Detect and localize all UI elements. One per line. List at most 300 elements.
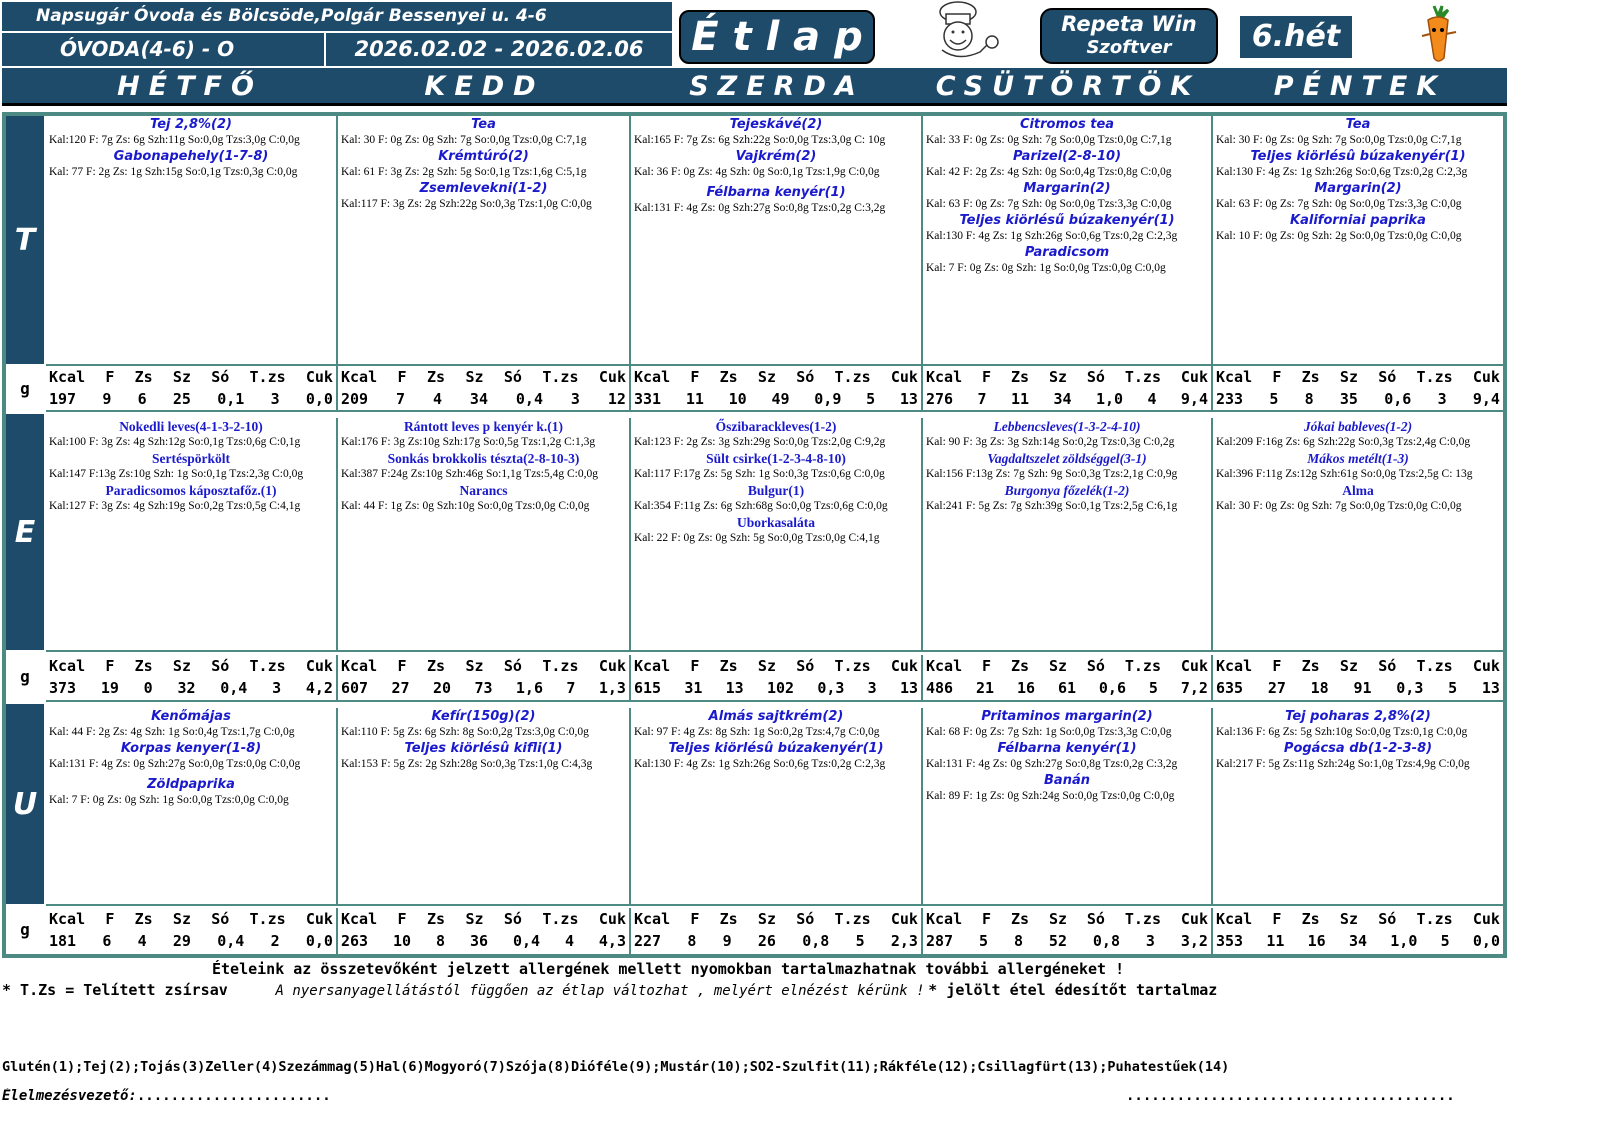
dish-name: Pogácsa db(1-2-3-8) bbox=[1283, 741, 1433, 756]
sum-header: Kcal bbox=[634, 368, 671, 386]
day-pentek: PÉNTEK bbox=[1273, 71, 1447, 102]
dish-nutrition: Kal:131 F: 4g Zs: 0g Szh:27g So:0,0g Tzs:0,0g C:0,0g bbox=[49, 758, 301, 770]
sum-header: Só bbox=[1086, 657, 1105, 675]
dish-name: Zsemlevekni(1-2) bbox=[419, 181, 548, 196]
dish-name: Narancs bbox=[459, 483, 508, 498]
sum-header: Cuk bbox=[890, 368, 918, 386]
sum-cell bbox=[923, 655, 1213, 700]
sum-header: Só bbox=[503, 368, 522, 386]
chef-icon bbox=[918, 0, 1014, 64]
sum-value: 26 bbox=[757, 932, 776, 950]
sum-value: 4 bbox=[137, 932, 147, 950]
sum-value: 3 bbox=[272, 679, 282, 697]
dish-name: Kaliforniai paprika bbox=[1290, 213, 1426, 228]
sum-header: Cuk bbox=[1180, 657, 1208, 675]
sum-value: 5 bbox=[1440, 932, 1450, 950]
sum-header: Kcal bbox=[49, 657, 86, 675]
dish-nutrition: Kal:153 F: 5g Zs: 2g Szh:28g So:0,3g Tzs:1,0g C:4,3g bbox=[341, 758, 593, 770]
sum-value: 1,6 bbox=[515, 679, 543, 697]
sum-header: T.zs bbox=[1124, 368, 1161, 386]
dish-nutrition: Kal: 77 F: 2g Zs: 1g Szh:15g So:0,1g Tzs:0,3g C:0,0g bbox=[49, 166, 298, 178]
allergen-list: Glutén(1);Tej(2);Tojás(3)Zeller(4)Szezámmag(5)Hal(6)Mogyoró(7)Szója(8)Dióféle(9);Mustár(10);SO2-Szulfit(11);Rákféle(12);Csillagfürt(13);Puhatestűek(14) bbox=[2, 1059, 1230, 1075]
sum-header: Cuk bbox=[1180, 910, 1208, 928]
sum-value: 0,6 bbox=[1098, 679, 1126, 697]
dish-nutrition: Kal:120 F: 7g Zs: 6g Szh:11g So:0,0g Tzs:3,0g C:0,0g bbox=[49, 134, 300, 146]
sum-header: Cuk bbox=[1180, 368, 1208, 386]
sum-header: Zs bbox=[719, 368, 738, 386]
sum-value: 1,0 bbox=[1390, 932, 1418, 950]
dish-name: Teljes kiörlésû búzakenyér(1) bbox=[668, 741, 884, 756]
header-date-bar bbox=[326, 33, 672, 66]
sum-row-u bbox=[46, 904, 1503, 954]
sum-value: 27 bbox=[391, 679, 410, 697]
sum-header: Só bbox=[1378, 910, 1397, 928]
sum-header: Kcal bbox=[1216, 910, 1253, 928]
sum-header: F bbox=[397, 657, 407, 675]
sum-header: T.zs bbox=[542, 657, 579, 675]
week-label: 6.hét bbox=[1251, 19, 1341, 54]
sum-header: Só bbox=[1378, 368, 1397, 386]
sum-value: 6 bbox=[102, 932, 112, 950]
dish-nutrition: Kal: 44 F: 2g Zs: 4g Szh: 1g So:0,4g Tzs:1,7g C:0,0g bbox=[49, 726, 295, 738]
sum-header: Sz bbox=[1048, 910, 1067, 928]
dish-name: Rántott leves p kenyér k.(1) bbox=[403, 419, 564, 434]
sum-header: F bbox=[690, 657, 700, 675]
sum-value: 32 bbox=[177, 679, 196, 697]
sum-header: Só bbox=[796, 368, 815, 386]
dish-nutrition: Kal:156 F:13g Zs: 7g Szh: 9g So:0,3g Tzs:2,1g C:0,9g bbox=[926, 468, 1178, 480]
sum-value: 233 bbox=[1216, 390, 1244, 408]
group-name: ÓVODA(4-6) - O bbox=[60, 37, 235, 61]
sum-value: 353 bbox=[1216, 932, 1244, 950]
dish-name: Lebbencsleves(1-3-2-4-10) bbox=[993, 419, 1141, 434]
sum-row-e bbox=[46, 650, 1503, 702]
dish-nutrition: Kal:396 F:11g Zs:12g Szh:61g So:0,0g Tzs:2,5g C: 13g bbox=[1216, 468, 1473, 480]
sum-header: T.zs bbox=[834, 657, 871, 675]
sum-cell bbox=[46, 655, 338, 700]
sum-value: 4 bbox=[564, 932, 574, 950]
sum-value: 73 bbox=[474, 679, 493, 697]
sum-value: 0,4 bbox=[515, 390, 543, 408]
sum-header: Só bbox=[1086, 368, 1105, 386]
sum-value: 3 bbox=[867, 679, 877, 697]
sum-header: Só bbox=[796, 910, 815, 928]
dish-name: Vagdaltszelet zöldséggel(3-1) bbox=[987, 451, 1147, 466]
sum-value: 7,2 bbox=[1180, 679, 1208, 697]
sum-header: F bbox=[105, 657, 115, 675]
menu-cell bbox=[338, 708, 631, 904]
dish-nutrition: Kal:117 F: 3g Zs: 2g Szh:22g So:0,3g Tzs:1,0g C:0,0g bbox=[341, 198, 592, 210]
dish-name: Kefír(150g)(2) bbox=[431, 709, 536, 724]
dish-name: Teljes kiörlésû kifli(1) bbox=[404, 741, 563, 756]
sum-header: F bbox=[397, 910, 407, 928]
sum-value: 52 bbox=[1048, 932, 1067, 950]
sum-header: F bbox=[690, 368, 700, 386]
menu-cell bbox=[46, 418, 338, 650]
sum-cell bbox=[46, 908, 338, 954]
allergen-warning: Ételeink az összetevőként jelzett allergének mellett nyomokban tartalmazhatnak további allergéneket ! bbox=[212, 960, 1125, 978]
dish-nutrition: Kal:147 F:13g Zs:10g Szh: 1g So:0,1g Tzs:2,3g C:0,0g bbox=[49, 468, 304, 480]
dish-name: Burgonya főzelék(1-2) bbox=[1004, 483, 1130, 498]
sum-value: 0,8 bbox=[802, 932, 830, 950]
sum-header: F bbox=[1272, 368, 1282, 386]
sum-header: Sz bbox=[465, 910, 484, 928]
sum-header: Cuk bbox=[305, 368, 333, 386]
dish-name: Teljes kiörlésű búzakenyér(1) bbox=[959, 213, 1175, 228]
sum-value: 19 bbox=[100, 679, 119, 697]
dish-name: Őszibarackleves(1-2) bbox=[715, 419, 837, 434]
sum-value: 20 bbox=[432, 679, 452, 697]
sum-header: Zs bbox=[134, 657, 153, 675]
dish-nutrition: Kal:354 F:11g Zs: 6g Szh:68g So:0,0g Tzs:0,6g C:0,0g bbox=[634, 500, 888, 512]
dish-name: Krémtúró(2) bbox=[438, 149, 529, 164]
sum-header: Sz bbox=[465, 657, 484, 675]
dish-name: Kenőmájas bbox=[151, 709, 231, 724]
sum-header: Cuk bbox=[890, 657, 918, 675]
sum-value: 9 bbox=[722, 932, 732, 950]
sum-value: 0 bbox=[143, 679, 153, 697]
sum-value: 36 bbox=[469, 932, 489, 950]
sum-value: 16 bbox=[1307, 932, 1326, 950]
org-name: Napsugár Óvoda és Bölcsöde,Polgár Bessenyei u. 4-6 bbox=[36, 6, 547, 26]
day-szerda: SZERDA bbox=[689, 71, 865, 102]
dish-nutrition: Kal:110 F: 5g Zs: 6g Szh: 8g So:0,2g Tzs:3,0g C:0,0g bbox=[341, 726, 589, 738]
dish-nutrition: Kal: 63 F: 0g Zs: 7g Szh: 0g So:0,0g Tzs:3,3g C:0,0g bbox=[926, 198, 1172, 210]
sum-value: 13 bbox=[1481, 679, 1500, 697]
dish-nutrition: Kal:241 F: 5g Zs: 7g Szh:39g So:0,1g Tzs:2,5g C:6,1g bbox=[926, 500, 1178, 512]
sum-value: 34 bbox=[469, 390, 488, 408]
sum-value: 0,6 bbox=[1384, 390, 1412, 408]
sum-header: Zs bbox=[1301, 657, 1320, 675]
sum-header: Cuk bbox=[305, 657, 333, 675]
sum-value: 11 bbox=[1266, 932, 1285, 950]
dish-name: Sült csirke(1-2-3-4-8-10) bbox=[706, 451, 846, 466]
day-header-bar bbox=[2, 68, 1507, 106]
sum-header: Sz bbox=[757, 910, 776, 928]
sum-value: 181 bbox=[49, 932, 77, 950]
menu-cell bbox=[338, 418, 631, 650]
meal-label-e: E bbox=[6, 414, 44, 650]
sum-value: 276 bbox=[926, 390, 954, 408]
sum-cell bbox=[923, 908, 1213, 954]
sum-value: 0,0 bbox=[305, 932, 333, 950]
sum-header: T.zs bbox=[542, 910, 579, 928]
dish-nutrition: Kal: 44 F: 1g Zs: 0g Szh:10g So:0,0g Tzs:0,0g C:0,0g bbox=[341, 500, 590, 512]
header-group-bar bbox=[2, 33, 324, 66]
tzs-note: * T.Zs = Telített zsírsav bbox=[2, 981, 228, 999]
dish-name: Alma bbox=[1342, 483, 1374, 498]
sum-value: 29 bbox=[172, 932, 191, 950]
sum-value: 0,0 bbox=[305, 390, 333, 408]
sum-header: T.zs bbox=[1416, 657, 1453, 675]
sum-value: 91 bbox=[1353, 679, 1372, 697]
sum-header: Sz bbox=[465, 368, 484, 386]
title-box bbox=[679, 10, 875, 64]
dish-name: Gabonapehely(1-7-8) bbox=[113, 149, 269, 164]
dish-nutrition: Kal: 10 F: 0g Zs: 0g Szh: 2g So:0,0g Tzs:0,0g C:0,0g bbox=[1216, 230, 1462, 242]
sum-header: Cuk bbox=[1472, 657, 1500, 675]
menu-cell bbox=[631, 708, 923, 904]
sum-header: Cuk bbox=[890, 910, 918, 928]
dish-nutrition: Kal:130 F: 4g Zs: 1g Szh:26g So:0,6g Tzs:0,2g C:2,3g bbox=[1216, 166, 1468, 178]
sum-value: 11 bbox=[1010, 390, 1030, 408]
dish-nutrition: Kal:130 F: 4g Zs: 1g Szh:26g So:0,6g Tzs:0,2g C:2,3g bbox=[634, 758, 886, 770]
sum-value: 0,4 bbox=[217, 932, 245, 950]
sum-value: 9,4 bbox=[1472, 390, 1500, 408]
sum-value: 7 bbox=[396, 390, 406, 408]
sum-value: 1,0 bbox=[1095, 390, 1124, 408]
dish-nutrition: Kal: 36 F: 0g Zs: 4g Szh: 0g So:0,1g Tzs:1,9g C:0,0g bbox=[634, 166, 880, 178]
dish-nutrition: Kal:117 F:17g Zs: 5g Szh: 1g So:0,3g Tzs:0,6g C:0,0g bbox=[634, 468, 885, 480]
dish-name: Zöldpaprika bbox=[147, 777, 235, 792]
dish-nutrition: Kal:165 F: 7g Zs: 6g Szh:22g So:0,0g Tzs:3,0g C: 10g bbox=[634, 134, 886, 146]
sum-value: 10 bbox=[393, 932, 412, 950]
sum-value: 287 bbox=[926, 932, 954, 950]
sum-value: 8 bbox=[436, 932, 446, 950]
menu-cell bbox=[1213, 708, 1503, 904]
software-line1: Repeta Win bbox=[1061, 12, 1197, 36]
day-csutortok: CSÜTÖRTÖK bbox=[935, 71, 1201, 102]
dish-nutrition: Kal:217 F: 5g Zs:11g Szh:24g So:1,0g Tzs:4,9g C:0,0g bbox=[1216, 758, 1470, 770]
sum-header: T.zs bbox=[834, 910, 871, 928]
sum-value: 49 bbox=[771, 390, 790, 408]
sum-header: Só bbox=[796, 657, 815, 675]
sum-value: 5 bbox=[855, 932, 865, 950]
sum-value: 12 bbox=[607, 390, 626, 408]
sum-cell bbox=[338, 366, 631, 410]
sum-value: 25 bbox=[172, 390, 191, 408]
dish-name: Tea bbox=[471, 117, 496, 132]
sum-header: Kcal bbox=[341, 910, 378, 928]
sum-header: T.zs bbox=[834, 368, 871, 386]
sum-value: 8 bbox=[687, 932, 697, 950]
sum-value: 27 bbox=[1267, 679, 1286, 697]
sum-value: 607 bbox=[341, 679, 369, 697]
sum-header: Kcal bbox=[49, 368, 86, 386]
dish-nutrition: Kal: 33 F: 0g Zs: 0g Szh: 7g So:0,0g Tzs:0,0g C:7,1g bbox=[926, 134, 1172, 146]
sum-value: 18 bbox=[1310, 679, 1329, 697]
sum-header: Kcal bbox=[634, 657, 671, 675]
header-org-bar bbox=[2, 2, 672, 31]
sum-header: Zs bbox=[134, 368, 153, 386]
sum-value: 2,3 bbox=[890, 932, 918, 950]
dish-name: Korpas kenyer(1-8) bbox=[120, 741, 262, 756]
dish-name: Pritaminos margarin(2) bbox=[981, 709, 1153, 724]
sum-value: 227 bbox=[634, 932, 662, 950]
sum-value: 7 bbox=[977, 390, 987, 408]
dish-nutrition: Kal:123 F: 2g Zs: 3g Szh:29g So:0,0g Tzs:2,0g C:9,2g bbox=[634, 436, 886, 448]
sum-header: Sz bbox=[1339, 368, 1358, 386]
dish-name: Margarin(2) bbox=[1023, 181, 1111, 196]
sum-value: 0,9 bbox=[814, 390, 842, 408]
dish-nutrition: Kal: 97 F: 4g Zs: 8g Szh: 1g So:0,2g Tzs:4,7g C:0,0g bbox=[634, 726, 880, 738]
sum-value: 34 bbox=[1053, 390, 1072, 408]
sum-header: Zs bbox=[134, 910, 153, 928]
sum-header: Sz bbox=[1339, 910, 1358, 928]
sum-value: 3 bbox=[570, 390, 580, 408]
dish-nutrition: Kal:127 F: 3g Zs: 4g Szh:19g So:0,2g Tzs:0,5g C:4,1g bbox=[49, 500, 301, 512]
dish-name: Sonkás brokkolis tészta(2-8-10-3) bbox=[387, 451, 580, 466]
sum-header: Kcal bbox=[1216, 657, 1253, 675]
sum-value: 13 bbox=[899, 390, 918, 408]
sum-header: Zs bbox=[719, 910, 738, 928]
sum-value: 5 bbox=[1269, 390, 1279, 408]
sum-header: Só bbox=[211, 910, 230, 928]
footer-notes bbox=[2, 981, 1217, 1000]
sum-header: Kcal bbox=[926, 657, 963, 675]
sum-header: Zs bbox=[1010, 910, 1030, 928]
sum-header: Só bbox=[503, 910, 522, 928]
date-range: 2026.02.02 - 2026.02.06 bbox=[354, 37, 644, 61]
sum-value: 3 bbox=[270, 390, 280, 408]
signature-line-right: ....................................... bbox=[1126, 1088, 1455, 1103]
sum-cell bbox=[631, 655, 923, 700]
sum-value: 10 bbox=[728, 390, 747, 408]
sum-header: Sz bbox=[172, 910, 191, 928]
sum-value: 197 bbox=[49, 390, 77, 408]
dish-nutrition: Kal: 30 F: 0g Zs: 0g Szh: 7g So:0,0g Tzs:0,0g C:7,1g bbox=[1216, 134, 1462, 146]
sum-header: Zs bbox=[1010, 657, 1030, 675]
dish-nutrition: Kal: 30 F: 0g Zs: 0g Szh: 7g So:0,0g Tzs:0,0g C:0,0g bbox=[1216, 500, 1462, 512]
dish-name: Vajkrém(2) bbox=[735, 149, 817, 164]
sum-header: T.zs bbox=[1124, 657, 1161, 675]
sum-value: 0,3 bbox=[817, 679, 845, 697]
sum-value: 6 bbox=[137, 390, 147, 408]
sum-header: F bbox=[982, 910, 992, 928]
sum-header: Zs bbox=[719, 657, 738, 675]
software-box bbox=[1040, 8, 1218, 64]
sum-header: Zs bbox=[426, 657, 446, 675]
dish-nutrition: Kal:131 F: 4g Zs: 0g Szh:27g So:0,8g Tzs:0,2g C:3,2g bbox=[926, 758, 1178, 770]
dish-name: Jókai bableves(1-2) bbox=[1303, 419, 1413, 434]
page-title: É t l a p bbox=[691, 14, 863, 60]
sum-header: Sz bbox=[1048, 657, 1067, 675]
menu-cell bbox=[1213, 418, 1503, 650]
sum-value: 34 bbox=[1348, 932, 1368, 950]
dish-name: Tejeskávé(2) bbox=[729, 117, 823, 132]
sum-value: 0,4 bbox=[220, 679, 248, 697]
sum-header: T.zs bbox=[1416, 910, 1453, 928]
sum-value: 331 bbox=[634, 390, 662, 408]
dish-name: Félbarna kenyér(1) bbox=[706, 185, 846, 200]
sum-header: Só bbox=[1378, 657, 1397, 675]
sum-value: 8 bbox=[1304, 390, 1314, 408]
sum-header: Zs bbox=[1010, 368, 1030, 386]
dish-nutrition: Kal: 22 F: 0g Zs: 0g Szh: 5g So:0,0g Tzs:0,0g C:4,1g bbox=[634, 532, 880, 544]
dish-name: Margarin(2) bbox=[1314, 181, 1402, 196]
sum-cell bbox=[923, 366, 1213, 410]
dish-name: Paradicsomos káposztafőz.(1) bbox=[105, 483, 277, 498]
sum-cell bbox=[1213, 366, 1503, 410]
dish-nutrition: Kal: 7 F: 0g Zs: 0g Szh: 1g So:0,0g Tzs:0,0g C:0,0g bbox=[926, 262, 1166, 274]
sum-header: Só bbox=[211, 368, 230, 386]
dish-nutrition: Kal:209 F:16g Zs: 6g Szh:22g So:0,3g Tzs:2,4g C:0,0g bbox=[1216, 436, 1471, 448]
sum-header: Cuk bbox=[598, 910, 626, 928]
sum-value: 0,1 bbox=[217, 390, 245, 408]
sum-value: 3,2 bbox=[1180, 932, 1208, 950]
dish-nutrition: Kal: 68 F: 0g Zs: 7g Szh: 1g So:0,0g Tzs:3,3g C:0,0g bbox=[926, 726, 1172, 738]
sum-header: F bbox=[690, 910, 700, 928]
sum-header: T.zs bbox=[1416, 368, 1453, 386]
sum-value: 7 bbox=[566, 679, 576, 697]
sum-value: 209 bbox=[341, 390, 369, 408]
dish-name: Parizel(2-8-10) bbox=[1012, 149, 1122, 164]
dish-name: Uborkasaláta bbox=[736, 515, 815, 530]
sum-header: T.zs bbox=[542, 368, 579, 386]
sum-value: 3 bbox=[1145, 932, 1155, 950]
dish-name: Félbarna kenyér(1) bbox=[997, 741, 1137, 756]
sum-value: 4 bbox=[1147, 390, 1157, 408]
dish-name: Tej poharas 2,8%(2) bbox=[1285, 709, 1431, 724]
sum-header: Kcal bbox=[341, 657, 378, 675]
dish-nutrition: Kal:100 F: 3g Zs: 4g Szh:12g So:0,1g Tzs:0,6g C:0,1g bbox=[49, 436, 301, 448]
sum-value: 373 bbox=[49, 679, 77, 697]
sum-value: 5 bbox=[1448, 679, 1458, 697]
sum-cell bbox=[46, 366, 338, 410]
week-box bbox=[1240, 16, 1352, 58]
sum-header: T.zs bbox=[249, 657, 286, 675]
dish-nutrition: Kal: 89 F: 1g Zs: 0g Szh:24g So:0,0g Tzs:0,0g C:0,0g bbox=[926, 790, 1175, 802]
menu-cell bbox=[46, 116, 338, 364]
signature-row bbox=[2, 1088, 1502, 1103]
sum-value: 0,4 bbox=[512, 932, 541, 950]
meal-label-u: U bbox=[6, 704, 44, 904]
sum-header: F bbox=[982, 368, 992, 386]
dish-name: Teljes kiörlésû búzakenyér(1) bbox=[1250, 149, 1466, 164]
sum-value: 5 bbox=[979, 932, 989, 950]
day-kedd: KEDD bbox=[424, 71, 545, 102]
sum-cell bbox=[631, 908, 923, 954]
signature-line: ....................... bbox=[136, 1088, 331, 1103]
sum-value: 4,3 bbox=[598, 932, 626, 950]
dish-nutrition: Kal: 61 F: 3g Zs: 2g Szh: 5g So:0,1g Tzs:1,6g C:5,1g bbox=[341, 166, 587, 178]
software-line2: Szoftver bbox=[1086, 37, 1172, 58]
change-note: A nyersanyagellátástól függően az étlap változhat , melyért elnézést kérünk ! bbox=[275, 983, 925, 999]
dish-name: Banán bbox=[1044, 773, 1090, 788]
sum-unit: g bbox=[20, 919, 30, 939]
dish-name: Bulgur(1) bbox=[747, 483, 805, 498]
sum-header: Kcal bbox=[926, 910, 963, 928]
sum-value: 3 bbox=[1437, 390, 1447, 408]
dish-nutrition: Kal:130 F: 4g Zs: 1g Szh:26g So:0,6g Tzs:0,2g C:2,3g bbox=[926, 230, 1178, 242]
sum-value: 21 bbox=[976, 679, 995, 697]
sum-header: Kcal bbox=[926, 368, 963, 386]
sum-header: Kcal bbox=[1216, 368, 1253, 386]
sum-header: Só bbox=[211, 657, 230, 675]
menu-cell bbox=[923, 708, 1213, 904]
sum-header: Kcal bbox=[341, 368, 378, 386]
sum-header: Zs bbox=[1301, 368, 1320, 386]
sum-header: T.zs bbox=[1124, 910, 1161, 928]
sum-header: Cuk bbox=[598, 657, 626, 675]
sum-header: Zs bbox=[426, 368, 446, 386]
dish-name: Almás sajtkrém(2) bbox=[708, 709, 844, 724]
sum-value: 13 bbox=[899, 679, 918, 697]
dish-nutrition: Kal:131 F: 4g Zs: 0g Szh:27g So:0,8g Tzs:0,2g C:3,2g bbox=[634, 202, 886, 214]
sum-value: 2 bbox=[270, 932, 280, 950]
sum-cell bbox=[631, 366, 923, 410]
sum-value: 61 bbox=[1057, 679, 1076, 697]
sum-value: 4 bbox=[432, 390, 442, 408]
dish-name: Nokedli leves(4-1-3-2-10) bbox=[119, 419, 263, 434]
dish-nutrition: Kal:136 F: 6g Zs: 5g Szh:10g So:0,0g Tzs:0,1g C:0,0g bbox=[1216, 726, 1468, 738]
sum-header: F bbox=[105, 368, 115, 386]
dish-nutrition: Kal: 90 F: 3g Zs: 3g Szh:14g So:0,2g Tzs:0,3g C:0,2g bbox=[926, 436, 1175, 448]
sum-header: Sz bbox=[757, 368, 776, 386]
sum-value: 16 bbox=[1016, 679, 1036, 697]
sum-header: F bbox=[1272, 657, 1282, 675]
meal-label-t: T bbox=[6, 116, 44, 364]
